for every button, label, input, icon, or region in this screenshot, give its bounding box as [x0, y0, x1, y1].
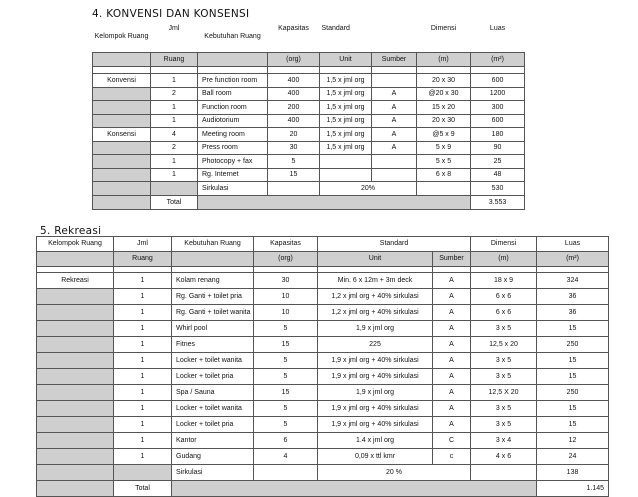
header-dimensi: Dimensi	[430, 25, 457, 32]
room-luas: 36	[537, 289, 609, 305]
room-name: Rg. Ganti + toilet wanita	[172, 305, 254, 321]
room-luas: 250	[537, 385, 609, 401]
room-group	[93, 114, 151, 128]
room-kapasitas: 30	[268, 141, 320, 155]
room-sumber: A	[433, 305, 471, 321]
room-sumber: C	[433, 433, 471, 449]
header-jml: Jml	[168, 25, 180, 32]
room-name: Locker + toilet wanita	[172, 401, 254, 417]
header-kapasitas-unit: (org)	[268, 53, 320, 67]
room-luas: 48	[471, 168, 525, 182]
room-unit: 1,2 x jml org + 40% sirkulasi	[318, 289, 433, 305]
header-kapasitas: Kapasitas	[278, 25, 309, 32]
sirkulasi-pct: 20%	[320, 182, 417, 196]
room-dimensi: 5 x 5	[417, 155, 471, 169]
room-unit	[320, 155, 372, 169]
room-jml: 1	[114, 385, 172, 401]
room-name: Locker + toilet pria	[172, 369, 254, 385]
room-jml: 1	[151, 155, 198, 169]
room-dimensi: 3 x 5	[471, 417, 537, 433]
room-group	[93, 155, 151, 169]
room-dimensi: 20 x 30	[417, 114, 471, 128]
room-dimensi: 3 x 5	[471, 401, 537, 417]
room-sumber: A	[372, 128, 417, 142]
sirkulasi-pct: 20 %	[318, 465, 471, 481]
room-luas: 600	[471, 74, 525, 88]
header-luas: Luas	[489, 25, 506, 32]
room-group	[37, 369, 114, 385]
room-sumber: A	[433, 353, 471, 369]
table-row	[37, 401, 609, 417]
room-sumber: A	[433, 337, 471, 353]
header-jml: Jml	[114, 237, 172, 252]
room-group	[37, 433, 114, 449]
rekreasi-table	[36, 236, 609, 497]
room-jml: 1	[114, 401, 172, 417]
room-kapasitas: 5	[254, 401, 318, 417]
room-jml: 1	[114, 369, 172, 385]
table-row	[93, 128, 525, 142]
sirkulasi-luas: 138	[537, 465, 609, 481]
room-kapasitas: 5	[254, 353, 318, 369]
table-row	[37, 353, 609, 369]
table-row	[37, 385, 609, 401]
room-name: Pre function room	[198, 74, 268, 88]
table-row	[93, 101, 525, 115]
section-5-title: 5. Rekreasi	[40, 225, 102, 237]
room-kapasitas: 30	[254, 273, 318, 289]
room-unit: 1,2 x jml org + 40% sirkulasi	[318, 305, 433, 321]
room-dimensi: 15 x 20	[417, 101, 471, 115]
room-luas: 15	[537, 369, 609, 385]
room-group	[37, 289, 114, 305]
room-kapasitas: 400	[268, 87, 320, 101]
room-sumber: A	[433, 321, 471, 337]
room-luas: 250	[537, 337, 609, 353]
room-unit: 1,5 x jml org	[320, 128, 372, 142]
room-unit: 1,5 x jml org	[320, 87, 372, 101]
room-unit: 1,9 x jml org	[318, 321, 433, 337]
room-luas: 15	[537, 417, 609, 433]
room-sumber	[372, 155, 417, 169]
header-kebutuhan: Kebutuhan Ruang	[172, 237, 254, 252]
section-4-title: 4. KONVENSI DAN KONSENSI	[92, 8, 250, 20]
room-name: Function room	[198, 101, 268, 115]
table-row	[37, 305, 609, 321]
room-jml: 1	[114, 449, 172, 465]
room-jml: 2	[151, 87, 198, 101]
room-name: Spa / Sauna	[172, 385, 254, 401]
room-unit	[320, 168, 372, 182]
room-dimensi: @20 x 30	[417, 87, 471, 101]
room-sumber	[372, 74, 417, 88]
room-luas: 15	[537, 321, 609, 337]
room-sumber: A	[433, 369, 471, 385]
header-kapasitas: Kapasitas	[254, 237, 318, 252]
room-jml: 1	[114, 273, 172, 289]
table-row	[37, 417, 609, 433]
total-luas: 1.145	[537, 481, 609, 497]
room-name: Audiotorium	[198, 114, 268, 128]
header-kapasitas-unit: (org)	[254, 252, 318, 267]
room-luas: 36	[537, 305, 609, 321]
room-dimensi: 12,5 x 20	[471, 337, 537, 353]
total-label: Total	[114, 481, 172, 497]
header-unit: Unit	[320, 53, 372, 67]
room-group	[37, 385, 114, 401]
room-jml: 1	[114, 337, 172, 353]
room-jml: 1	[114, 417, 172, 433]
room-luas: 12	[537, 433, 609, 449]
room-kapasitas: 4	[254, 449, 318, 465]
room-unit: 1,9 x jml org + 40% sirkulasi	[318, 401, 433, 417]
room-kapasitas: 15	[268, 168, 320, 182]
room-sumber: A	[433, 289, 471, 305]
room-group	[37, 337, 114, 353]
room-unit: 1,5 x jml org	[320, 101, 372, 115]
room-kapasitas: 15	[254, 337, 318, 353]
room-sumber: A	[433, 401, 471, 417]
room-name: Rg. Ganti + toilet pria	[172, 289, 254, 305]
room-kapasitas: 6	[254, 433, 318, 449]
room-group	[37, 353, 114, 369]
header-luas-unit: (m²)	[537, 252, 609, 267]
header-group: Kelompok Ruang	[37, 237, 114, 252]
room-jml: 1	[151, 168, 198, 182]
room-name: Whirl pool	[172, 321, 254, 337]
table-row	[93, 155, 525, 169]
room-jml: 1	[114, 305, 172, 321]
room-luas: 1200	[471, 87, 525, 101]
room-group	[93, 87, 151, 101]
table-row	[93, 141, 525, 155]
room-kapasitas: 400	[268, 114, 320, 128]
room-kapasitas: 400	[268, 74, 320, 88]
room-unit: 0,09 x ttl kmr	[318, 449, 433, 465]
room-name: Fitnes	[172, 337, 254, 353]
room-group	[37, 417, 114, 433]
room-name: Gudang	[172, 449, 254, 465]
room-dimensi: 6 x 6	[471, 289, 537, 305]
room-sumber: A	[372, 87, 417, 101]
room-kapasitas: 5	[254, 321, 318, 337]
room-group	[37, 401, 114, 417]
room-group	[93, 168, 151, 182]
table-row	[37, 369, 609, 385]
room-name: Kantor	[172, 433, 254, 449]
room-kapasitas: 5	[254, 417, 318, 433]
room-kapasitas: 5	[268, 155, 320, 169]
room-name: Photocopy + fax	[198, 155, 268, 169]
room-dimensi: @5 x 9	[417, 128, 471, 142]
room-dimensi: 18 x 9	[471, 273, 537, 289]
room-unit: 1,5 x jml org	[320, 141, 372, 155]
room-jml: 1	[151, 101, 198, 115]
konvensi-konsensi-table	[92, 22, 525, 210]
room-kapasitas: 10	[254, 289, 318, 305]
room-name: Rg. Internet	[198, 168, 268, 182]
header-group: Kelompok Ruang	[94, 33, 149, 41]
room-sumber: A	[372, 114, 417, 128]
total-luas: 3.553	[471, 196, 525, 210]
table-row	[37, 289, 609, 305]
room-unit: 1,9 x jml org + 40% sirkulasi	[318, 369, 433, 385]
room-name: Locker + toilet pria	[172, 417, 254, 433]
room-dimensi: 6 x 6	[471, 305, 537, 321]
room-unit: 1,5 x jml org	[320, 74, 372, 88]
room-jml: 1	[151, 114, 198, 128]
header-ruang-unit: Ruang	[114, 252, 172, 267]
room-luas: 15	[537, 401, 609, 417]
room-name: Locker + toilet wanita	[172, 353, 254, 369]
room-unit: 1,9 x jml org + 40% sirkulasi	[318, 417, 433, 433]
room-unit: 1,9 x jml org + 40% sirkulasi	[318, 353, 433, 369]
header-group-blank	[93, 53, 151, 67]
room-jml: 1	[114, 353, 172, 369]
room-kapasitas: 15	[254, 385, 318, 401]
room-dimensi: 4 x 6	[471, 449, 537, 465]
room-sumber: A	[433, 417, 471, 433]
header-ruang-unit: Ruang	[151, 53, 198, 67]
room-group	[93, 101, 151, 115]
room-name: Kolam renang	[172, 273, 254, 289]
table-row	[93, 74, 525, 88]
room-jml: 1	[151, 74, 198, 88]
room-luas: 180	[471, 128, 525, 142]
sirkulasi-label: Sirkulasi	[198, 182, 268, 196]
room-group	[37, 305, 114, 321]
header-kebutuhan-blank	[198, 53, 268, 67]
table-row	[37, 273, 609, 289]
room-kapasitas: 20	[268, 128, 320, 142]
header-sumber: Sumber	[372, 53, 417, 67]
room-group	[37, 321, 114, 337]
room-dimensi: 3 x 5	[471, 353, 537, 369]
room-group	[93, 141, 151, 155]
table-row	[93, 168, 525, 182]
room-dimensi: 12,5 X 20	[471, 385, 537, 401]
room-dimensi: 3 x 5	[471, 321, 537, 337]
sirkulasi-label: Sirkulasi	[172, 465, 254, 481]
room-luas: 25	[471, 155, 525, 169]
header-luas: Luas	[537, 237, 609, 252]
table-row	[37, 449, 609, 465]
room-unit: 225	[318, 337, 433, 353]
header-dimensi: Dimensi	[471, 237, 537, 252]
room-jml: 1	[114, 321, 172, 337]
room-kapasitas: 200	[268, 101, 320, 115]
table-row	[37, 337, 609, 353]
room-sumber: A	[433, 385, 471, 401]
room-unit: 1,5 x jml org	[320, 114, 372, 128]
table-row	[37, 321, 609, 337]
header-sumber: Sumber	[433, 252, 471, 267]
room-jml: 1	[114, 289, 172, 305]
room-group	[37, 449, 114, 465]
room-luas: 24	[537, 449, 609, 465]
room-unit: 1.4 x jml org	[318, 433, 433, 449]
header-unit: Unit	[318, 252, 433, 267]
room-group: Rekreasi	[37, 273, 114, 289]
header-luas-unit: (m²)	[471, 53, 525, 67]
room-jml: 4	[151, 128, 198, 142]
room-sumber: A	[433, 273, 471, 289]
room-luas: 600	[471, 114, 525, 128]
room-group: Konsensi	[93, 128, 151, 142]
room-kapasitas: 5	[254, 369, 318, 385]
header-standard: Standard	[318, 237, 471, 252]
room-luas: 324	[537, 273, 609, 289]
room-name: Meeting room	[198, 128, 268, 142]
header-standard: Standard	[321, 25, 350, 32]
header-dimensi-unit: (m)	[417, 53, 471, 67]
room-sumber	[372, 168, 417, 182]
room-luas: 15	[537, 353, 609, 369]
room-sumber: A	[372, 141, 417, 155]
room-unit: 1,9 x jml org	[318, 385, 433, 401]
room-name: Press room	[198, 141, 268, 155]
room-group: Konvensi	[93, 74, 151, 88]
room-sumber: c	[433, 449, 471, 465]
room-kapasitas: 10	[254, 305, 318, 321]
room-dimensi: 3 x 5	[471, 369, 537, 385]
sirkulasi-luas: 530	[471, 182, 525, 196]
room-luas: 300	[471, 101, 525, 115]
room-dimensi: 20 x 30	[417, 74, 471, 88]
room-jml: 2	[151, 141, 198, 155]
room-sumber: A	[372, 101, 417, 115]
header-kebutuhan: Kebutuhan Ruang	[204, 33, 261, 41]
room-jml: 1	[114, 433, 172, 449]
header-dimensi-unit: (m)	[471, 252, 537, 267]
total-label: Total	[151, 196, 198, 210]
room-name: Ball room	[198, 87, 268, 101]
room-unit: Min. 6 x 12m + 3m deck	[318, 273, 433, 289]
table-row	[37, 433, 609, 449]
table-row	[93, 87, 525, 101]
room-luas: 90	[471, 141, 525, 155]
table-row	[93, 114, 525, 128]
room-dimensi: 5 x 9	[417, 141, 471, 155]
room-dimensi: 6 x 8	[417, 168, 471, 182]
room-dimensi: 3 x 4	[471, 433, 537, 449]
